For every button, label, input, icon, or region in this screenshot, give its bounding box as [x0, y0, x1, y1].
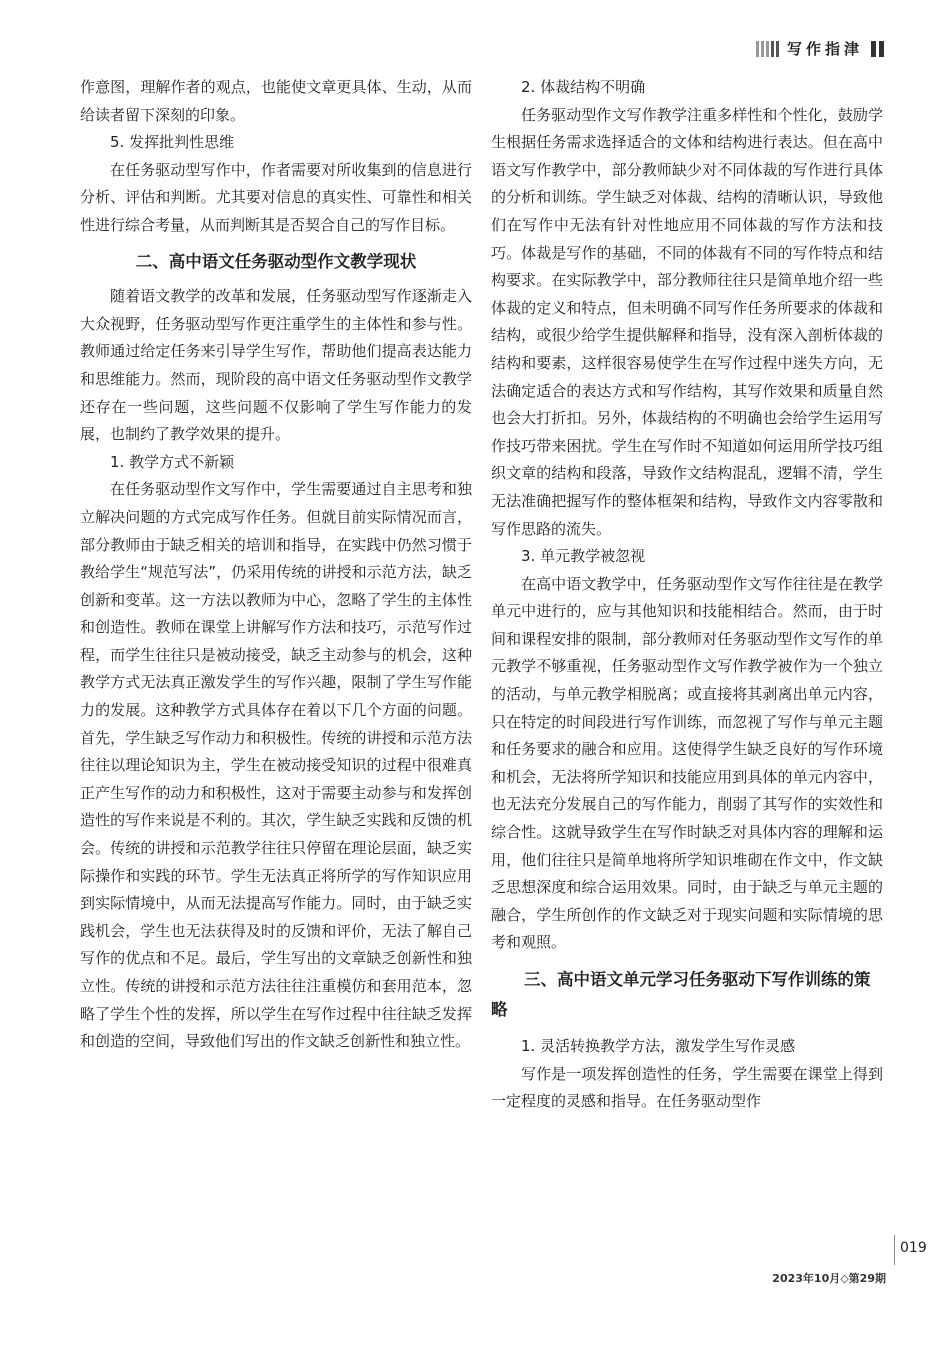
left-column [80, 74, 472, 1056]
subheading: 3. 单元教学被忽视 [521, 547, 646, 566]
paragraph: 写作是一项发挥创造性的任务，学生需要在课堂上得到一定程度的灵感和指导。在任务驱动型作 [491, 1064, 883, 1111]
section-heading: 三、高中语文单元学习任务驱动下写作训练的策略 [491, 970, 871, 1019]
right-column [491, 74, 883, 1116]
header-title: 写作指津 [786, 40, 863, 58]
subheading: 1. 教学方式不新颖 [110, 452, 235, 471]
paragraph: 作意图，理解作者的观点，也能使文章更具体、生动，从而给读者留下深刻的印象。 [80, 78, 472, 124]
subheading: 2. 体裁结构不明确 [521, 78, 646, 96]
section-heading: 二、高中语文任务驱动型作文教学现状 [135, 251, 417, 271]
paragraph: 任务驱动型作文写作教学注重多样性和个性化，鼓励学生根据任务需求选择适合的文体和结构进行表达。但在高中语文写作教学中，部分教师缺少对不同体裁的写作进行具体的分析和训练。学生缺乏对体裁、结构的清晰认识，导致他们在写作中无法有针对性地应用不同体裁的写作方法和技巧。体裁是写作的基础，不同的体裁有不同的写作特点和结构要求。在实际教学中，部分教师往往只是简单地介绍一些体裁的定义和特点，但未明确不同写作任务所要求的体裁和结构，或很少给学生提供解释和指导，没有深入剖析体裁的结构和要素，这样很容易使学生在写作过程中迷失方向，无法确定适合的表达方式和写作结构，其写作效果和质量自然也会大打折扣。另外，体裁结构的不明确也会给学生运用写作技巧带来困扰。学生在写作时不知道如何运用所学技巧组织文章的结构和段落，导致作文结构混乱，逻辑不清，学生无法准确把握写作的整体框架和结构，导致作文内容零散和写作思路的流失。 [491, 105, 883, 538]
running-header [756, 38, 884, 59]
subheading: 5. 发挥批判性思维 [110, 133, 235, 152]
issue-date: 2023年10月◇第29期 [772, 1272, 886, 1285]
paragraph: 在任务驱动型作文写作中，学生需要通过自主思考和独立解决问题的方式完成写作任务。但就目前实际情况而言，部分教师由于缺乏相关的培训和指导，在实践中仍然习惯于教给学生“规范写法”，仍采用传统的讲授和示范方法，缺乏创新和变革。这一方法以教师为中心，忽略了学生的主体性和创造性。教师在课堂上讲解写作方法和技巧，示范写作过程，而学生往往只是被动接受，缺乏主动参与的机会，这种教学方式无法真正激发学生的写作兴趣，限制了学生写作能力的发展。这种教学方式具体存在着以下几个方面的问题。首先，学生缺乏写作动力和积极性。传统的讲授和示范方法往往以理论知识为主，学生在被动接受知识的过程中很难真正产生写作的动力和积极性，这对于需要主动参与和发挥创造性的写作来说是不利的。其次，学生缺乏实践和反馈的机会。传统的讲授和示范教学往往只停留在理论层面，缺乏实际操作和实践的环节。学生无法真正将所学的写作知识应用到实际情境中，从而无法提高写作能力。同时，由于缺乏实践机会，学生也无法获得及时的反馈和评价，无法了解自己写作的优点和不足。最后，学生写出的文章缺乏创新性和独立性。传统的讲授和示范方法往往注重模仿和套用范本，忽略了学生个性的发挥，所以学生在写作过程中往往缺乏发挥和创造的空间，导致他们写出的作文缺乏创新性和独立性。 [80, 480, 472, 1051]
page-number-divider [894, 1235, 895, 1265]
page-number: 019 [900, 1240, 927, 1256]
subheading: 1. 灵活转换教学方法，激发学生写作灵感 [521, 1037, 796, 1055]
paragraph: 随着语文教学的改革和发展，任务驱动型写作逐渐走入大众视野，任务驱动型写作更注重学生的主体性和参与性。教师通过给定任务来引导学生写作，帮助他们提高表达能力和思维能力。然而，现阶段的高中语文任务驱动型作文教学还存在一些问题，这些问题不仅影响了学生写作能力的发展，也制约了教学效果的提升。 [80, 287, 472, 444]
header-bars-left [756, 41, 779, 57]
paragraph: 在高中语文教学中，任务驱动型作文写作往往是在教学单元中进行的，应与其他知识和技能相结合。然而，由于时间和课程安排的限制，部分教师对任务驱动型作文写作的单元教学不够重视，任务驱动型作文写作教学被作为一个独立的活动，与单元教学相脱离；或直接将其剥离出单元内容，只在特定的时间段进行写作训练，而忽视了写作与单元主题和任务要求的融合和应用。这使得学生缺乏良好的写作环境和机会，无法将所学知识和技能应用到具体的单元内容中，也无法充分发展自己的写作能力，削弱了其写作的实效性和综合性。这就导致学生在写作时缺乏对具体内容的理解和运用，他们往往只是简单地将所学知识堆砌在作文中，作文缺乏思想深度和综合运用效果。同时，由于缺乏与单元主题的融合，学生所创作的作文缺乏对于现实问题和实际情境的思考和观照。 [491, 574, 883, 952]
paragraph: 在任务驱动型写作中，作者需要对所收集到的信息进行分析、评估和判断。尤其要对信息的真实性、可靠性和相关性进行综合考量，从而判断其是否契合自己的写作目标。 [80, 160, 472, 234]
header-bars-right [871, 41, 884, 57]
